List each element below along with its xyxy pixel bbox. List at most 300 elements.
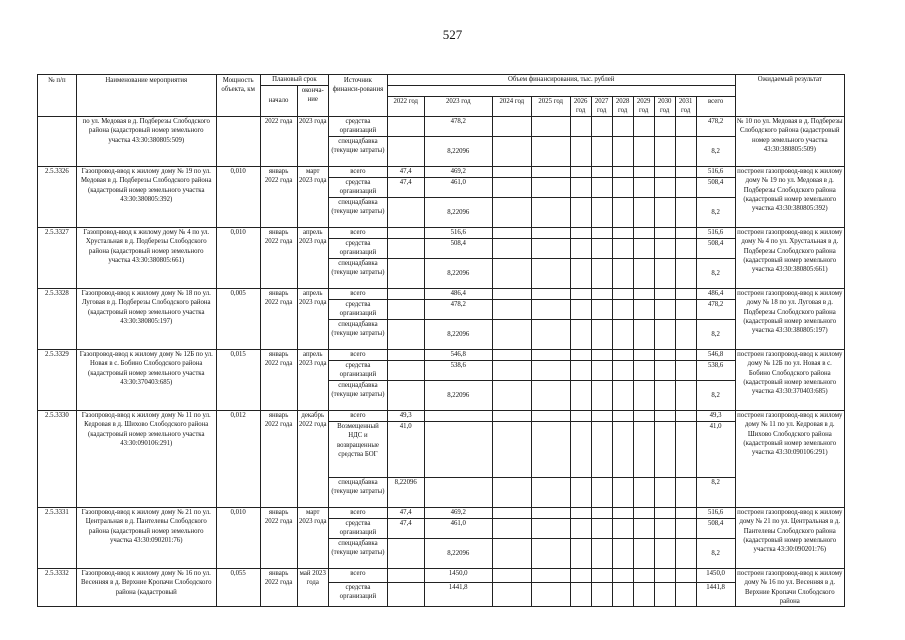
value-total: 1441,8	[696, 582, 735, 607]
value-cell: 47,4	[387, 177, 424, 197]
value-cell	[633, 410, 654, 421]
header-name: Наименование мероприятия	[76, 75, 216, 117]
value-total: 478,2	[696, 299, 735, 319]
value-cell: 8,22096	[424, 258, 492, 288]
value-cell	[675, 507, 696, 518]
end-date: декабрь 2022 года	[297, 410, 329, 507]
value-cell: 508,4	[424, 238, 492, 258]
value-cell	[633, 349, 654, 360]
value-cell	[633, 177, 654, 197]
value-cell	[492, 258, 531, 288]
value-cell	[633, 238, 654, 258]
value-cell	[387, 116, 424, 136]
value-cell	[492, 421, 531, 477]
measure-name: Газопровод-ввод к жилому дому № 19 по ул. Медовая в д. Подберезы Слободского района (кадастровый номер земельного участка 43:30:380805:392)	[76, 166, 216, 227]
value-cell	[531, 582, 570, 607]
row-num: 2.5.3326	[38, 166, 77, 227]
value-cell	[387, 568, 424, 582]
expected-result: построен газопровод-ввод к жилому дому № 18 по ул. Луговая в д. Подберезы Слободского района (кадастровый номер земельного участка 43:30:380805:197)	[735, 288, 844, 349]
header-year: 2031 год	[675, 97, 696, 117]
value-cell	[531, 507, 570, 518]
value-cell	[531, 518, 570, 538]
value-total: 508,4	[696, 238, 735, 258]
expected-result: построен газопровод-ввод к жилому дому № 21 по ул. Центральная в д. Пантелевы Слободского района (кадастровый номер земельного участка 43:30:090201:76)	[735, 507, 844, 568]
value-total: 516,6	[696, 166, 735, 177]
value-cell	[591, 568, 612, 582]
value-cell	[612, 518, 633, 538]
value-cell: 516,6	[424, 227, 492, 238]
funding-source: средства организаций	[329, 177, 388, 197]
value-cell	[675, 258, 696, 288]
value-cell	[570, 349, 591, 360]
funding-source: спецнадбавка (текущие затраты)	[329, 319, 388, 349]
measure-name: Газопровод-ввод к жилому дому № 4 по ул. Хрустальная в д. Подберезы Слободского района (кадастровый номер земельного участка 43:30:380805:661)	[76, 227, 216, 288]
value-cell: 478,2	[424, 299, 492, 319]
value-cell	[612, 538, 633, 568]
end-date: март 2023 года	[297, 166, 329, 227]
measure-name: Газопровод-ввод к жилому дому № 16 по ул. Весенняя в д. Верхние Кропачи Слободского района (кадастровый	[76, 568, 216, 607]
header-year: 2022 год	[387, 97, 424, 117]
value-cell	[492, 136, 531, 166]
start-date: январь 2022 года	[260, 166, 297, 227]
value-cell	[492, 197, 531, 227]
value-cell	[675, 177, 696, 197]
row-num: 2.5.3327	[38, 227, 77, 288]
row-num: 2.5.3329	[38, 349, 77, 410]
value-cell	[633, 568, 654, 582]
value-cell	[492, 319, 531, 349]
value-cell: 538,6	[424, 360, 492, 380]
value-cell	[612, 568, 633, 582]
value-cell	[531, 288, 570, 299]
value-cell	[591, 360, 612, 380]
value-cell	[612, 166, 633, 177]
header-start: начало	[260, 86, 297, 117]
value-cell	[633, 380, 654, 410]
value-cell	[591, 166, 612, 177]
value-cell	[570, 568, 591, 582]
value-cell: 8,22096	[424, 197, 492, 227]
funding-table	[37, 74, 845, 607]
value-cell	[570, 166, 591, 177]
value-cell	[633, 166, 654, 177]
value-cell	[675, 288, 696, 299]
value-cell	[612, 238, 633, 258]
value-total: 8,2	[696, 380, 735, 410]
value-cell	[675, 238, 696, 258]
power: 0,010	[216, 166, 260, 227]
value-cell	[612, 177, 633, 197]
value-cell: 1441,8	[424, 582, 492, 607]
header-year: 2029 год	[633, 97, 654, 117]
value-cell	[531, 258, 570, 288]
header-power: Мощность объекта, км	[216, 75, 260, 117]
value-cell	[531, 136, 570, 166]
funding-source: средства организаций	[329, 299, 388, 319]
value-cell	[570, 238, 591, 258]
header-source: Источник финанси-рования	[329, 75, 388, 117]
end-date: апрель 2023 года	[297, 349, 329, 410]
value-cell	[531, 568, 570, 582]
value-total: 8,2	[696, 319, 735, 349]
start-date: январь 2022 года	[260, 568, 297, 607]
value-cell	[570, 319, 591, 349]
funding-source: всего	[329, 507, 388, 518]
value-cell	[531, 349, 570, 360]
value-cell	[570, 421, 591, 477]
value-cell	[654, 166, 675, 177]
value-cell	[675, 380, 696, 410]
start-date: январь 2022 года	[260, 288, 297, 349]
value-cell	[570, 518, 591, 538]
value-cell	[591, 518, 612, 538]
value-cell	[492, 582, 531, 607]
value-cell	[531, 177, 570, 197]
start-date: январь 2022 года	[260, 410, 297, 507]
value-cell	[654, 258, 675, 288]
value-cell	[633, 116, 654, 136]
value-cell	[424, 410, 492, 421]
value-cell	[675, 582, 696, 607]
measure-name: Газопровод-ввод к жилому дому № 21 по ул. Центральная в д. Пантелевы Слободского района (кадастровый номер земельного участка 43:30:090201:76)	[76, 507, 216, 568]
expected-result: построен газопровод-ввод к жилому дому № 16 по ул. Весенняя в д. Верхние Кропачи Слободского района	[735, 568, 844, 607]
value-cell	[654, 299, 675, 319]
value-cell	[424, 477, 492, 507]
value-cell	[387, 227, 424, 238]
value-cell	[612, 227, 633, 238]
value-cell	[612, 288, 633, 299]
value-cell	[492, 568, 531, 582]
funding-source: спецнадбавка (текущие затраты)	[329, 197, 388, 227]
value-cell	[675, 319, 696, 349]
value-cell	[654, 197, 675, 227]
header-year: 2030 год	[654, 97, 675, 117]
measure-name: Газопровод-ввод к жилому дому № 18 по ул. Луговая в д. Подберезы Слободского района (кадастровый номер земельного участка 43:30:380805:197)	[76, 288, 216, 349]
value-cell	[633, 538, 654, 568]
value-cell	[570, 360, 591, 380]
power: 0,015	[216, 349, 260, 410]
page-number: 527	[442, 27, 463, 42]
value-cell	[387, 299, 424, 319]
row-num	[38, 116, 77, 166]
value-cell	[531, 421, 570, 477]
value-cell	[492, 166, 531, 177]
value-cell: 486,4	[424, 288, 492, 299]
value-cell	[654, 288, 675, 299]
value-cell	[531, 299, 570, 319]
value-cell	[591, 197, 612, 227]
value-total: 8,2	[696, 136, 735, 166]
value-cell	[612, 582, 633, 607]
header-planned-term: Плановый срок	[260, 75, 328, 86]
funding-source: средства организаций	[329, 518, 388, 538]
value-cell	[633, 319, 654, 349]
funding-source: спецнадбавка (текущие затраты)	[329, 258, 388, 288]
measure-name: Газопровод-ввод к жилому дому № 12Б по ул. Новая в с. Бобино Слободского района (кадастровый номер земельного участка 43:30:370403:685)	[76, 349, 216, 410]
value-cell	[531, 227, 570, 238]
value-cell	[591, 380, 612, 410]
value-total: 516,6	[696, 227, 735, 238]
value-cell	[591, 507, 612, 518]
value-cell	[633, 507, 654, 518]
funding-source: всего	[329, 288, 388, 299]
value-cell	[570, 177, 591, 197]
value-cell	[612, 380, 633, 410]
value-cell	[612, 197, 633, 227]
value-cell	[492, 288, 531, 299]
value-cell	[675, 197, 696, 227]
value-cell	[492, 227, 531, 238]
funding-source: спецнадбавка (текущие затраты)	[329, 136, 388, 166]
value-total: 8,2	[696, 538, 735, 568]
value-cell	[612, 319, 633, 349]
value-cell	[654, 380, 675, 410]
value-cell	[633, 360, 654, 380]
value-cell	[675, 477, 696, 507]
value-cell	[570, 582, 591, 607]
value-cell	[492, 177, 531, 197]
power	[216, 116, 260, 166]
value-cell	[675, 116, 696, 136]
expected-result: построен газопровод-ввод к жилому дому № 12Б по ул. Новая в с. Бобино Слободского района (кадастровый номер земельного участка 43:30:370403:685)	[735, 349, 844, 410]
value-cell	[591, 227, 612, 238]
expected-result: построен газопровод-ввод к жилому дому № 19 по ул. Медовая в д. Подберезы Слободского района (кадастровый номер земельного участка 43:30:380805:392)	[735, 166, 844, 227]
value-cell: 1450,0	[424, 568, 492, 582]
value-cell	[591, 116, 612, 136]
value-cell	[424, 421, 492, 477]
value-cell	[633, 477, 654, 507]
value-cell	[654, 507, 675, 518]
value-cell	[675, 227, 696, 238]
end-date: апрель 2023 года	[297, 227, 329, 288]
header-year: 2026 год	[570, 97, 591, 117]
funding-source: спецнадбавка (текущие затраты)	[329, 477, 388, 507]
expected-result: построен газопровод-ввод к жилому дому № 11 по ул. Кедровая в д. Шихово Слободского района (кадастровый номер земельного участка 43:30:090106:291)	[735, 410, 844, 507]
value-cell	[492, 349, 531, 360]
funding-source: средства организаций	[329, 238, 388, 258]
value-cell	[633, 421, 654, 477]
value-cell	[591, 238, 612, 258]
header-year: 2025 год	[531, 97, 570, 117]
value-cell: 461,0	[424, 518, 492, 538]
value-cell	[591, 299, 612, 319]
value-cell	[387, 380, 424, 410]
funding-source: всего	[329, 568, 388, 582]
value-cell	[675, 568, 696, 582]
value-cell	[654, 421, 675, 477]
value-cell	[612, 477, 633, 507]
header-funding: Объем финансирования, тыс. рублей	[387, 75, 735, 86]
value-cell	[531, 166, 570, 177]
end-date: май 2023 года	[297, 568, 329, 607]
funding-source: спецнадбавка (текущие затраты)	[329, 538, 388, 568]
value-cell	[654, 319, 675, 349]
header-year: всего	[696, 97, 735, 117]
row-num: 2.5.3332	[38, 568, 77, 607]
end-date: 2023 года	[297, 116, 329, 166]
value-cell: 478,2	[424, 116, 492, 136]
value-cell	[633, 518, 654, 538]
value-cell	[387, 538, 424, 568]
value-cell: 8,22096	[424, 380, 492, 410]
value-cell	[654, 227, 675, 238]
value-cell	[531, 410, 570, 421]
header-year: 2024 год	[492, 97, 531, 117]
value-cell	[675, 349, 696, 360]
value-cell	[633, 288, 654, 299]
value-cell	[570, 116, 591, 136]
power: 0,055	[216, 568, 260, 607]
value-cell	[570, 538, 591, 568]
value-cell	[531, 538, 570, 568]
value-cell	[633, 197, 654, 227]
value-cell: 47,4	[387, 518, 424, 538]
value-cell	[492, 538, 531, 568]
value-total: 49,3	[696, 410, 735, 421]
value-cell	[654, 568, 675, 582]
value-cell	[387, 360, 424, 380]
value-cell	[531, 116, 570, 136]
value-cell	[591, 582, 612, 607]
value-cell	[591, 349, 612, 360]
row-num: 2.5.3330	[38, 410, 77, 507]
value-cell	[492, 518, 531, 538]
value-cell	[654, 410, 675, 421]
row-num: 2.5.3328	[38, 288, 77, 349]
value-total: 8,2	[696, 477, 735, 507]
value-cell	[654, 116, 675, 136]
value-cell	[591, 288, 612, 299]
value-cell	[570, 507, 591, 518]
value-cell	[654, 349, 675, 360]
value-cell: 8,22096	[387, 477, 424, 507]
value-cell	[654, 177, 675, 197]
value-cell: 8,22096	[424, 538, 492, 568]
value-cell	[654, 538, 675, 568]
end-date: апрель 2023 года	[297, 288, 329, 349]
value-cell	[612, 299, 633, 319]
value-cell	[633, 227, 654, 238]
value-cell	[591, 410, 612, 421]
value-total: 508,4	[696, 518, 735, 538]
value-cell: 47,4	[387, 166, 424, 177]
value-cell	[570, 197, 591, 227]
value-cell	[387, 288, 424, 299]
value-cell	[531, 238, 570, 258]
value-cell	[531, 360, 570, 380]
value-cell	[675, 538, 696, 568]
value-total: 508,4	[696, 177, 735, 197]
value-cell	[591, 477, 612, 507]
value-cell	[492, 116, 531, 136]
value-cell	[531, 319, 570, 349]
funding-source: средства организаций	[329, 360, 388, 380]
value-cell	[675, 136, 696, 166]
funding-source: средства организаций	[329, 116, 388, 136]
funding-source: Возмещенный НДС и возвращенные средства БОГ	[329, 421, 388, 477]
value-cell: 469,2	[424, 166, 492, 177]
value-cell	[612, 421, 633, 477]
value-cell	[387, 319, 424, 349]
value-cell	[387, 136, 424, 166]
value-cell	[570, 380, 591, 410]
row-num: 2.5.3331	[38, 507, 77, 568]
value-total: 41,0	[696, 421, 735, 477]
header-year: 2023 год	[424, 97, 492, 117]
expected-result: № 10 по ул. Медовая в д. Подберезы Слободского района (кадастровый номер земельного участка 43:30:380805:509)	[735, 116, 844, 166]
start-date: январь 2022 года	[260, 507, 297, 568]
power: 0,005	[216, 288, 260, 349]
value-cell	[591, 136, 612, 166]
value-cell	[612, 116, 633, 136]
value-cell	[654, 360, 675, 380]
header-result: Ожидаемый результат	[735, 75, 844, 117]
power: 0,010	[216, 507, 260, 568]
funding-source: всего	[329, 349, 388, 360]
value-cell	[492, 410, 531, 421]
value-cell	[633, 258, 654, 288]
header-num: № п/п	[38, 75, 77, 117]
value-cell	[612, 410, 633, 421]
value-cell	[612, 349, 633, 360]
value-cell: 49,3	[387, 410, 424, 421]
value-total: 8,2	[696, 197, 735, 227]
value-cell	[531, 477, 570, 507]
value-total: 478,2	[696, 116, 735, 136]
value-cell	[633, 582, 654, 607]
value-cell: 47,4	[387, 507, 424, 518]
header-year: 2028 год	[612, 97, 633, 117]
measure-name: Газопровод-ввод к жилому дому № 11 по ул. Кедровая в д. Шихово Слободского района (кадастровый номер земельного участка 43:30:090106:291)	[76, 410, 216, 507]
value-cell	[612, 507, 633, 518]
value-cell	[654, 582, 675, 607]
value-cell	[492, 477, 531, 507]
value-cell	[387, 349, 424, 360]
end-date: март 2023 года	[297, 507, 329, 568]
value-cell	[654, 477, 675, 507]
value-cell	[633, 299, 654, 319]
value-cell	[492, 360, 531, 380]
header-year: 2027 год	[591, 97, 612, 117]
value-cell	[591, 538, 612, 568]
value-cell: 41,0	[387, 421, 424, 477]
value-cell	[612, 136, 633, 166]
value-cell	[654, 136, 675, 166]
value-cell	[387, 238, 424, 258]
value-total: 8,2	[696, 258, 735, 288]
header-end: оконча-ние	[297, 86, 329, 117]
value-total: 516,6	[696, 507, 735, 518]
value-cell	[570, 258, 591, 288]
value-cell	[570, 299, 591, 319]
funding-source: всего	[329, 227, 388, 238]
value-cell	[570, 227, 591, 238]
start-date: январь 2022 года	[260, 227, 297, 288]
value-cell	[675, 518, 696, 538]
value-cell	[591, 319, 612, 349]
power: 0,012	[216, 410, 260, 507]
value-cell	[675, 360, 696, 380]
start-date: январь 2022 года	[260, 349, 297, 410]
value-cell	[633, 136, 654, 166]
value-cell	[492, 238, 531, 258]
value-total: 1450,0	[696, 568, 735, 582]
value-total: 546,8	[696, 349, 735, 360]
value-cell	[570, 477, 591, 507]
funding-source: средства организаций	[329, 582, 388, 607]
funding-source: спецнадбавка (текущие затраты)	[329, 380, 388, 410]
value-cell	[387, 582, 424, 607]
